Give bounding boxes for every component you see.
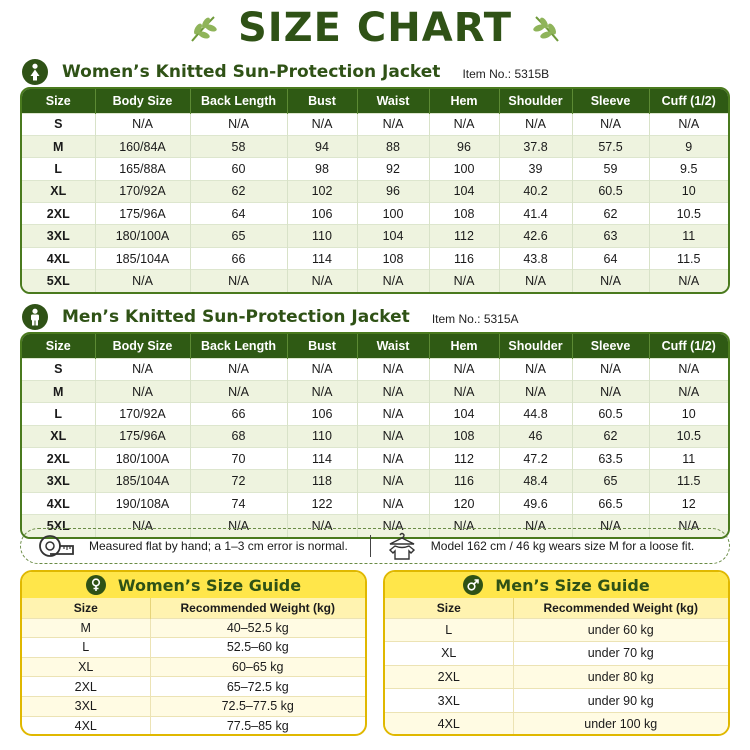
measurement-cell: 102 — [287, 180, 357, 202]
guide-row — [385, 618, 728, 642]
male-symbol-icon — [463, 575, 483, 595]
measurement-cell: N/A — [572, 270, 649, 292]
measurement-cell: 62 — [190, 180, 287, 202]
guide-size-cell: L — [22, 638, 150, 658]
table-row — [22, 425, 728, 447]
measurement-cell: 114 — [287, 247, 357, 269]
measurement-cell: N/A — [95, 515, 190, 537]
table-row — [22, 247, 728, 269]
size-cell: L — [22, 158, 95, 180]
size-cell: XL — [22, 425, 95, 447]
measurement-cell: 63 — [572, 225, 649, 247]
measurement-cell: 46 — [499, 425, 572, 447]
column-header: Waist — [357, 334, 429, 358]
measurement-cell: 65 — [572, 470, 649, 492]
measurement-cell: 9 — [649, 135, 728, 157]
measurement-cell: 10.5 — [649, 203, 728, 225]
men-section-title: Men’s Knitted Sun-Protection Jacket — [62, 307, 410, 327]
size-cell: 4XL — [22, 492, 95, 514]
table-row — [22, 113, 728, 135]
measurement-cell: N/A — [287, 113, 357, 135]
guide-size-cell: L — [385, 618, 513, 642]
column-header: Shoulder — [499, 334, 572, 358]
measurement-cell: 40.2 — [499, 180, 572, 202]
note-divider — [370, 535, 371, 557]
measurement-cell: 10 — [649, 180, 728, 202]
measurement-cell: 108 — [429, 203, 499, 225]
man-icon — [22, 304, 48, 330]
woman-icon — [22, 59, 48, 85]
measurement-cell: 116 — [429, 470, 499, 492]
measurement-cell: 170/92A — [95, 403, 190, 425]
measurement-cell: 11.5 — [649, 247, 728, 269]
measurement-cell: N/A — [572, 113, 649, 135]
table-row — [22, 492, 728, 514]
measurement-cell: 49.6 — [499, 492, 572, 514]
measurement-note-bar — [20, 528, 730, 564]
measurement-cell: 180/100A — [95, 448, 190, 470]
size-cell: S — [22, 113, 95, 135]
title-bar — [0, 4, 750, 52]
guide-row — [22, 618, 365, 638]
measurement-cell: 185/104A — [95, 247, 190, 269]
measurement-cell: 110 — [287, 425, 357, 447]
women-table-header — [22, 89, 728, 113]
size-cell: 2XL — [22, 203, 95, 225]
measurement-cell: 120 — [429, 492, 499, 514]
measurement-cell: 100 — [357, 203, 429, 225]
measurement-cell: 11 — [649, 448, 728, 470]
measurement-cell: N/A — [429, 358, 499, 380]
column-header: Sleeve — [572, 334, 649, 358]
measurement-cell: N/A — [287, 270, 357, 292]
women-guide-header — [22, 572, 365, 598]
measurement-cell: N/A — [357, 470, 429, 492]
measurement-cell: N/A — [499, 270, 572, 292]
table-row — [22, 358, 728, 380]
measurement-cell: 58 — [190, 135, 287, 157]
measurement-cell: 175/96A — [95, 425, 190, 447]
measurement-cell: 63.5 — [572, 448, 649, 470]
column-header: Waist — [357, 89, 429, 113]
measurement-cell: N/A — [287, 515, 357, 537]
column-header: Body Size — [95, 89, 190, 113]
measurement-cell: 10.5 — [649, 425, 728, 447]
men-section-heading — [22, 303, 519, 331]
measurement-cell: 37.8 — [499, 135, 572, 157]
measurement-cell: 39 — [499, 158, 572, 180]
measurement-cell: 106 — [287, 403, 357, 425]
guide-row — [385, 689, 728, 713]
guide-weight-cell: 52.5–60 kg — [150, 638, 365, 658]
guide-size-cell: M — [22, 618, 150, 638]
measurement-cell: 175/96A — [95, 203, 190, 225]
measurement-cell: 122 — [287, 492, 357, 514]
men-size-guide — [383, 570, 730, 736]
measurement-cell: 112 — [429, 225, 499, 247]
size-cell: XL — [22, 180, 95, 202]
guide-size-cell: XL — [22, 657, 150, 677]
measurement-cell: 59 — [572, 158, 649, 180]
table-row — [22, 403, 728, 425]
guide-row — [22, 677, 365, 697]
measurement-cell: N/A — [357, 113, 429, 135]
column-header: Hem — [429, 334, 499, 358]
measurement-cell: 165/88A — [95, 158, 190, 180]
women-section-title: Women’s Knitted Sun-Protection Jacket — [62, 62, 441, 82]
measurement-cell: 108 — [429, 425, 499, 447]
women-size-guide — [20, 570, 367, 736]
men-table-header — [22, 334, 728, 358]
measurement-cell: 112 — [429, 448, 499, 470]
measurement-cell: N/A — [649, 380, 728, 402]
measurement-cell: 62 — [572, 203, 649, 225]
size-cell: 4XL — [22, 247, 95, 269]
guide-weight-cell: 77.5–85 kg — [150, 716, 365, 736]
measurement-cell: 12 — [649, 492, 728, 514]
column-header: Bust — [287, 334, 357, 358]
guide-row — [22, 657, 365, 677]
table-row — [22, 225, 728, 247]
measurement-cell: 42.6 — [499, 225, 572, 247]
guide-row — [385, 712, 728, 736]
measurement-cell: 57.5 — [572, 135, 649, 157]
guide-row — [22, 716, 365, 736]
measurement-cell: N/A — [499, 380, 572, 402]
measurement-cell: 88 — [357, 135, 429, 157]
measurement-cell: N/A — [649, 270, 728, 292]
measurement-cell: N/A — [499, 113, 572, 135]
table-row — [22, 470, 728, 492]
measurement-cell: N/A — [429, 515, 499, 537]
size-cell: 3XL — [22, 225, 95, 247]
table-row — [22, 180, 728, 202]
measurement-cell: 74 — [190, 492, 287, 514]
men-guide-title: Men’s Size Guide — [495, 575, 650, 595]
guide-weight-cell: under 90 kg — [513, 689, 728, 713]
guide-weight-cell: under 60 kg — [513, 618, 728, 642]
measurement-cell: N/A — [95, 113, 190, 135]
measurement-cell: N/A — [429, 380, 499, 402]
measurement-cell: 104 — [357, 225, 429, 247]
measurement-cell: 98 — [287, 158, 357, 180]
measurement-cell: N/A — [357, 425, 429, 447]
measurement-cell: N/A — [357, 380, 429, 402]
measurement-cell: 66 — [190, 403, 287, 425]
measurement-cell: N/A — [95, 270, 190, 292]
guide-row — [22, 697, 365, 717]
measurement-cell: N/A — [357, 270, 429, 292]
measurement-cell: 64 — [190, 203, 287, 225]
guide-size-cell: 3XL — [22, 697, 150, 717]
guide-size-cell: XL — [385, 642, 513, 666]
table-row — [22, 380, 728, 402]
women-item-number: Item No.: 5315B — [462, 66, 550, 81]
measurement-cell: N/A — [357, 448, 429, 470]
measurement-cell: N/A — [649, 358, 728, 380]
leaf-branch-icon — [530, 11, 564, 45]
measurement-cell: N/A — [572, 515, 649, 537]
size-cell: 5XL — [22, 270, 95, 292]
measurement-cell: N/A — [357, 492, 429, 514]
women-guide-table — [22, 598, 365, 736]
measurement-cell: N/A — [95, 358, 190, 380]
guide-size-cell: 4XL — [22, 716, 150, 736]
measurement-cell: 44.8 — [499, 403, 572, 425]
guide-weight-cell: 72.5–77.5 kg — [150, 697, 365, 717]
guide-size-cell: 4XL — [385, 712, 513, 736]
column-header: Sleeve — [572, 89, 649, 113]
measurement-cell: N/A — [499, 358, 572, 380]
measurement-cell: 41.4 — [499, 203, 572, 225]
measurement-cell: 104 — [429, 403, 499, 425]
size-cell: L — [22, 403, 95, 425]
column-header: Back Length — [190, 334, 287, 358]
women-section-heading — [22, 58, 549, 86]
guide-row — [385, 665, 728, 689]
women-size-table — [22, 89, 728, 292]
table-row — [22, 135, 728, 157]
women-guide-title: Women’s Size Guide — [117, 575, 302, 595]
measurement-cell: N/A — [190, 515, 287, 537]
measurement-cell: 106 — [287, 203, 357, 225]
women-size-chart — [20, 87, 730, 294]
men-guide-table — [385, 598, 728, 736]
measurement-cell: 72 — [190, 470, 287, 492]
female-symbol-icon — [86, 575, 106, 595]
measurement-cell: 60.5 — [572, 403, 649, 425]
guide-weight-cell: under 100 kg — [513, 712, 728, 736]
men-item-number: Item No.: 5315A — [431, 311, 519, 326]
measurement-cell: 66 — [190, 247, 287, 269]
measurement-cell: 116 — [429, 247, 499, 269]
measurement-cell: N/A — [95, 380, 190, 402]
size-cell: 5XL — [22, 515, 95, 537]
measurement-cell: 180/100A — [95, 225, 190, 247]
column-header: Shoulder — [499, 89, 572, 113]
measurement-cell: 190/108A — [95, 492, 190, 514]
size-cell: 3XL — [22, 470, 95, 492]
guide-size-cell: 3XL — [385, 689, 513, 713]
men-size-table — [22, 334, 728, 537]
measurement-cell: 64 — [572, 247, 649, 269]
measurement-cell: 114 — [287, 448, 357, 470]
measurement-cell: 47.2 — [499, 448, 572, 470]
measurement-cell: N/A — [572, 358, 649, 380]
measurement-cell: N/A — [190, 358, 287, 380]
measurement-cell: N/A — [287, 380, 357, 402]
measurement-cell: 11.5 — [649, 470, 728, 492]
column-header: Back Length — [190, 89, 287, 113]
model-note: Model 162 cm / 46 kg wears size M for a loose fit. — [430, 539, 695, 553]
measurement-cell: N/A — [357, 515, 429, 537]
measurement-cell: N/A — [649, 515, 728, 537]
measurement-cell: N/A — [190, 380, 287, 402]
measurement-cell: 62 — [572, 425, 649, 447]
measurement-cell: 9.5 — [649, 158, 728, 180]
measurement-cell: 60 — [190, 158, 287, 180]
measurement-cell: 60.5 — [572, 180, 649, 202]
measurement-cell: N/A — [357, 403, 429, 425]
measurement-cell: N/A — [190, 113, 287, 135]
men-guide-table-header — [385, 598, 728, 618]
women-guide-table-header — [22, 598, 365, 618]
table-row — [22, 203, 728, 225]
measurement-cell: 170/92A — [95, 180, 190, 202]
men-size-chart — [20, 332, 730, 539]
guide-row — [385, 642, 728, 666]
shirt-hanger-icon — [387, 532, 417, 560]
size-cell: M — [22, 135, 95, 157]
guide-size-cell: 2XL — [385, 665, 513, 689]
measurement-cell: 118 — [287, 470, 357, 492]
measurement-cell: 96 — [429, 135, 499, 157]
leaf-branch-icon — [186, 11, 220, 45]
measuring-tape-icon — [37, 532, 75, 560]
column-header: Size — [22, 334, 95, 358]
page-title: SIZE CHART — [237, 5, 513, 51]
size-cell: M — [22, 380, 95, 402]
measurement-cell: N/A — [429, 270, 499, 292]
measurement-cell: 43.8 — [499, 247, 572, 269]
measurement-cell: 160/84A — [95, 135, 190, 157]
guide-weight-cell: 65–72.5 kg — [150, 677, 365, 697]
guide-size-cell: 2XL — [22, 677, 150, 697]
measurement-cell: 104 — [429, 180, 499, 202]
size-cell: 2XL — [22, 448, 95, 470]
measurement-cell: 92 — [357, 158, 429, 180]
measurement-cell: 185/104A — [95, 470, 190, 492]
measurement-cell: 108 — [357, 247, 429, 269]
table-row — [22, 158, 728, 180]
measurement-cell: 96 — [357, 180, 429, 202]
measurement-cell: 68 — [190, 425, 287, 447]
measurement-cell: N/A — [190, 270, 287, 292]
guide-column-header: Recommended Weight (kg) — [150, 598, 365, 618]
measurement-cell: 65 — [190, 225, 287, 247]
measurement-cell: N/A — [649, 113, 728, 135]
measurement-cell: 70 — [190, 448, 287, 470]
measurement-cell: N/A — [287, 358, 357, 380]
men-guide-header — [385, 572, 728, 598]
table-row — [22, 448, 728, 470]
guide-weight-cell: under 70 kg — [513, 642, 728, 666]
guide-weight-cell: under 80 kg — [513, 665, 728, 689]
measurement-cell: N/A — [357, 358, 429, 380]
column-header: Hem — [429, 89, 499, 113]
measurement-cell: 48.4 — [499, 470, 572, 492]
measurement-cell: N/A — [429, 113, 499, 135]
measurement-cell: 100 — [429, 158, 499, 180]
column-header: Size — [22, 89, 95, 113]
column-header: Cuff (1/2) — [649, 89, 728, 113]
measure-note: Measured flat by hand; a 1–3 cm error is normal. — [89, 539, 348, 553]
column-header: Body Size — [95, 334, 190, 358]
measurement-cell: 11 — [649, 225, 728, 247]
guide-column-header: Size — [385, 598, 513, 618]
measurement-cell: 66.5 — [572, 492, 649, 514]
measurement-cell: 94 — [287, 135, 357, 157]
guide-weight-cell: 40–52.5 kg — [150, 618, 365, 638]
measurement-cell: 110 — [287, 225, 357, 247]
measurement-cell: N/A — [499, 515, 572, 537]
guide-column-header: Recommended Weight (kg) — [513, 598, 728, 618]
measurement-cell: N/A — [572, 380, 649, 402]
size-cell: S — [22, 358, 95, 380]
measurement-cell: 10 — [649, 403, 728, 425]
guide-column-header: Size — [22, 598, 150, 618]
guide-row — [22, 638, 365, 658]
table-row — [22, 270, 728, 292]
column-header: Cuff (1/2) — [649, 334, 728, 358]
column-header: Bust — [287, 89, 357, 113]
guide-weight-cell: 60–65 kg — [150, 657, 365, 677]
